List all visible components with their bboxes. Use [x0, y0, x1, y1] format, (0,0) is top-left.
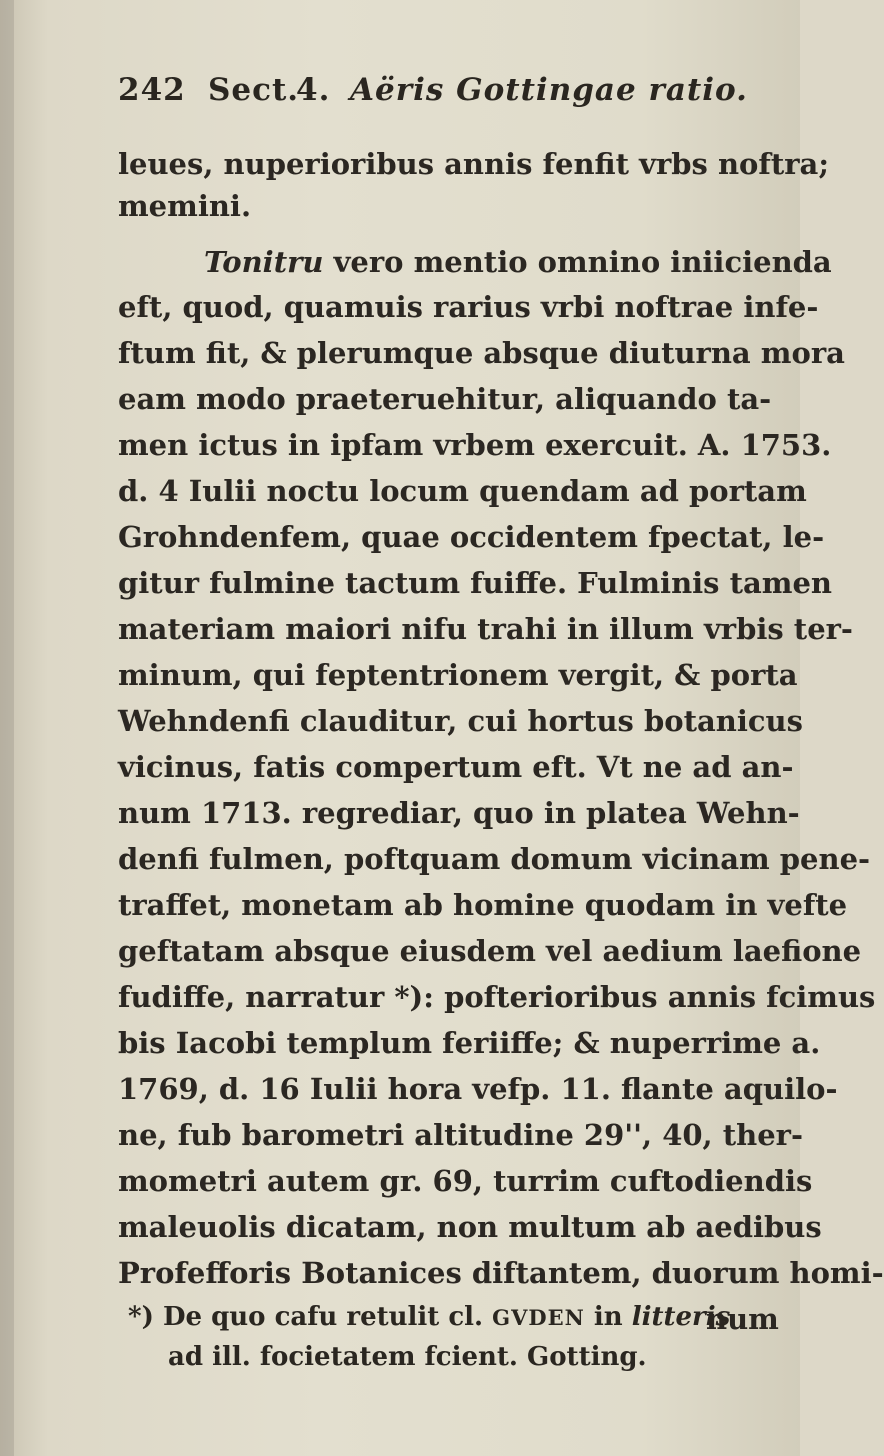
text-line: maleuolis dicatam, non multum ab aedibus — [118, 1210, 822, 1244]
footnote-text: *) De quo cafu retulit cl. — [128, 1302, 493, 1332]
page-edge-shadow — [0, 0, 14, 1456]
author-name: GVDEN — [492, 1305, 585, 1330]
footnote-text: in — [584, 1302, 632, 1332]
text-line: fudiffe, narratur *): pofterioribus annis fcimus — [118, 980, 876, 1014]
text-line: ftum fit, & plerumque absque diuturna mora — [118, 336, 845, 370]
text-line: Grohndenfem, quae occidentem fpectat, le- — [118, 520, 825, 554]
running-header — [118, 72, 758, 122]
text-line: 1769, d. 16 Iulii hora vefp. 11. flante aquilo- — [118, 1072, 838, 1106]
text-line: eft, quod, quamuis rarius vrbi noftrae infe- — [118, 290, 819, 324]
text-line: denfi fulmen, poftquam domum vicinam pene- — [118, 842, 871, 876]
text-line: traffet, monetam ab homine quodam in vefte — [118, 888, 848, 922]
text-line: materiam maiori nifu trahi in illum vrbis ter- — [118, 612, 853, 646]
text-line: leues, nuperioribus annis fenfit vrbs noftra; — [118, 147, 830, 181]
text-line: bis Iacobi templum feriiffe; & nuperrime a. — [118, 1026, 821, 1060]
text-line — [204, 245, 832, 279]
catchword: num — [706, 1302, 779, 1336]
line-rest: vero mentio omnino iniicienda — [323, 245, 832, 279]
text-line: ne, fub barometri altitudine 29'', 40, ther- — [118, 1118, 803, 1152]
text-line: num 1713. regrediar, quo in platea Wehn- — [118, 796, 800, 830]
section-number: 4. — [296, 72, 331, 108]
footnote-line: ad ill. focietatem fcient. Gotting. — [168, 1342, 647, 1372]
footnote-italic: litteris — [631, 1302, 731, 1332]
section-label: Sect. — [208, 72, 300, 108]
text-line: d. 4 Iulii noctu locum quendam ad portam — [118, 474, 807, 508]
page-number: 242 — [118, 72, 186, 108]
text-line: memini. — [118, 189, 252, 223]
text-line: Profefforis Botanices diftantem, duorum homi- — [118, 1256, 884, 1290]
text-line: eam modo praeteruehitur, aliquando ta- — [118, 382, 772, 416]
text-line: Wehndenfi clauditur, cui hortus botanicus — [118, 704, 803, 738]
running-title: Aëris Gottingae ratio. — [350, 72, 748, 108]
text-line: geftatam absque eiusdem vel aedium laefione — [118, 934, 862, 968]
text-line: minum, qui feptentrionem vergit, & porta — [118, 658, 798, 692]
text-line: mometri autem gr. 69, turrim cuftodiendis — [118, 1164, 813, 1198]
footnote-line — [128, 1302, 730, 1332]
text-line: gitur fulmine tactum fuiffe. Fulminis tamen — [118, 566, 832, 600]
text-line: vicinus, fatis compertum eft. Vt ne ad an- — [118, 750, 794, 784]
tonitru-word: Tonitru — [204, 245, 324, 279]
text-line: men ictus in ipfam vrbem exercuit. A. 1753. — [118, 428, 832, 462]
